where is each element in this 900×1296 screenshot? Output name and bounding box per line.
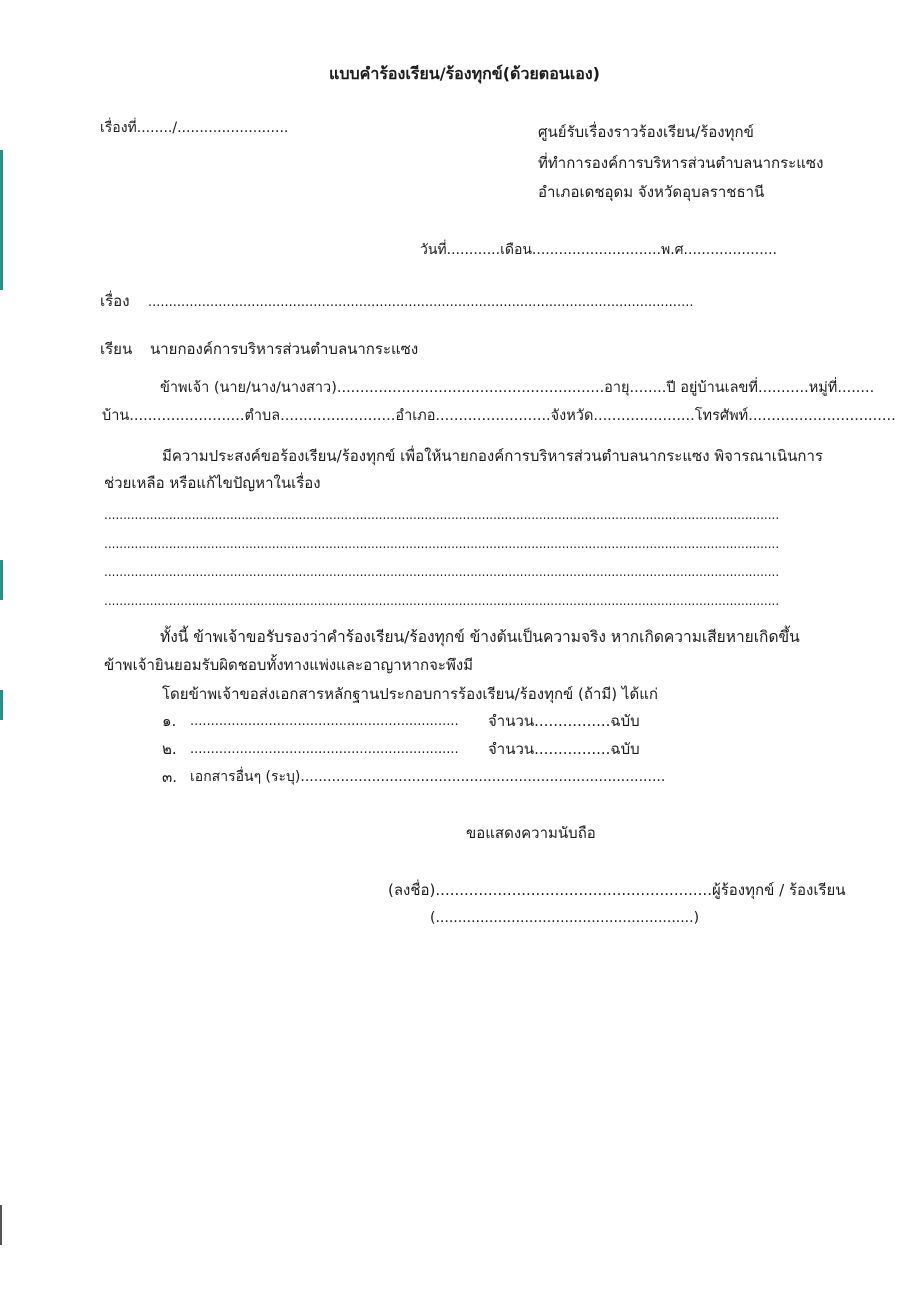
subject-label: เรื่อง — [100, 292, 130, 310]
signature-name-line[interactable]: (..........................................................) — [430, 910, 700, 926]
problem-blank-line[interactable]: ................................................................................................................................................................................. — [104, 508, 780, 522]
reference-number-field[interactable]: เรื่องที่......../......................... — [100, 120, 289, 136]
left-edge-mark — [0, 690, 3, 720]
attachment-number: ๒. — [162, 740, 177, 758]
applicant-line2[interactable]: บ้าน.........................ตำบล.........................อำเภอ.........................จังหวัด......................โทรศัพท์................................ — [102, 408, 896, 424]
problem-blank-line[interactable]: ................................................................................................................................................................................. — [104, 594, 780, 608]
problem-blank-line[interactable]: ................................................................................................................................................................................. — [104, 565, 780, 579]
date-field[interactable]: วันที่............เดือน.............................พ.ศ..................... — [420, 242, 777, 258]
signature-line[interactable]: (ลงชื่อ)..........................................................ผู้ร้องทุกข์ / ร้องเรียน — [388, 881, 846, 899]
other-docs-number: ๓. — [162, 768, 178, 786]
attachment-field[interactable]: ................................................................. — [190, 714, 459, 729]
closing-text: ขอแสดงความนับถือ — [466, 824, 596, 842]
certify-line1: ทั้งนี้ ข้าพเจ้าขอรับรองว่าคำร้องเรียน/ร้องทุกข์ ข้างต้นเป็นความจริง หากเกิดความเสียหายเกิดขึ้น — [160, 628, 800, 646]
attachment-count-field[interactable]: จำนวน................ฉบับ — [488, 712, 640, 730]
applicant-line1[interactable]: ข้าพเจ้า (นาย/นาง/นางสาว)..........................................................อายุ........ปี อยู่บ้านเลขที่...........หมู่ที่........ — [160, 380, 875, 396]
attachment-number: ๑. — [162, 712, 177, 730]
purpose-line1: มีความประสงค์ขอร้องเรียน/ร้องทุกข์ เพื่อให้นายกองค์การบริหารส่วนตำบลนากระแซง พิจารณาเนินการ — [162, 447, 823, 465]
left-edge-mark — [0, 1205, 2, 1245]
attachment-field[interactable]: ................................................................. — [190, 742, 459, 757]
certify-line3: โดยข้าพเจ้าขอส่งเอกสารหลักฐานประกอบการร้องเรียน/ร้องทุกข์ (ถ้ามี) ได้แก่ — [162, 685, 658, 703]
attachment-count-field[interactable]: จำนวน................ฉบับ — [488, 740, 640, 758]
left-edge-mark — [0, 150, 3, 290]
problem-blank-line[interactable]: ................................................................................................................................................................................. — [104, 537, 780, 551]
form-title: แบบคำร้องเรียน/ร้องทุกข์(ด้วยตอนเอง) — [329, 64, 600, 83]
center-name-line1: ศูนย์รับเรื่องราวร้องเรียน/ร้องทุกข์ — [538, 123, 754, 141]
center-name-line3: อำเภอเดชอุดม จังหวัดอุบลราชธานี — [538, 183, 765, 201]
other-docs-field[interactable]: เอกสารอื่นๆ (ระบุ).................................................................................. — [190, 769, 666, 785]
to-label: เรียน — [100, 340, 133, 358]
certify-line2: ข้าพเจ้ายินยอมรับผิดชอบทั้งทางแพ่งและอาญาหากจะพึงมี — [104, 656, 474, 674]
center-name-line2: ที่ทำการองค์การบริหารส่วนตำบลนากระแซง — [538, 154, 824, 172]
purpose-line2: ช่วยเหลือ หรือแก้ไขปัญหาในเรื่อง — [104, 474, 321, 492]
left-edge-mark — [0, 560, 3, 600]
to-recipient: นายกองค์การบริหารส่วนตำบลนากระแซง — [150, 340, 419, 358]
subject-field[interactable]: .................................................................................................................................... — [148, 295, 694, 310]
